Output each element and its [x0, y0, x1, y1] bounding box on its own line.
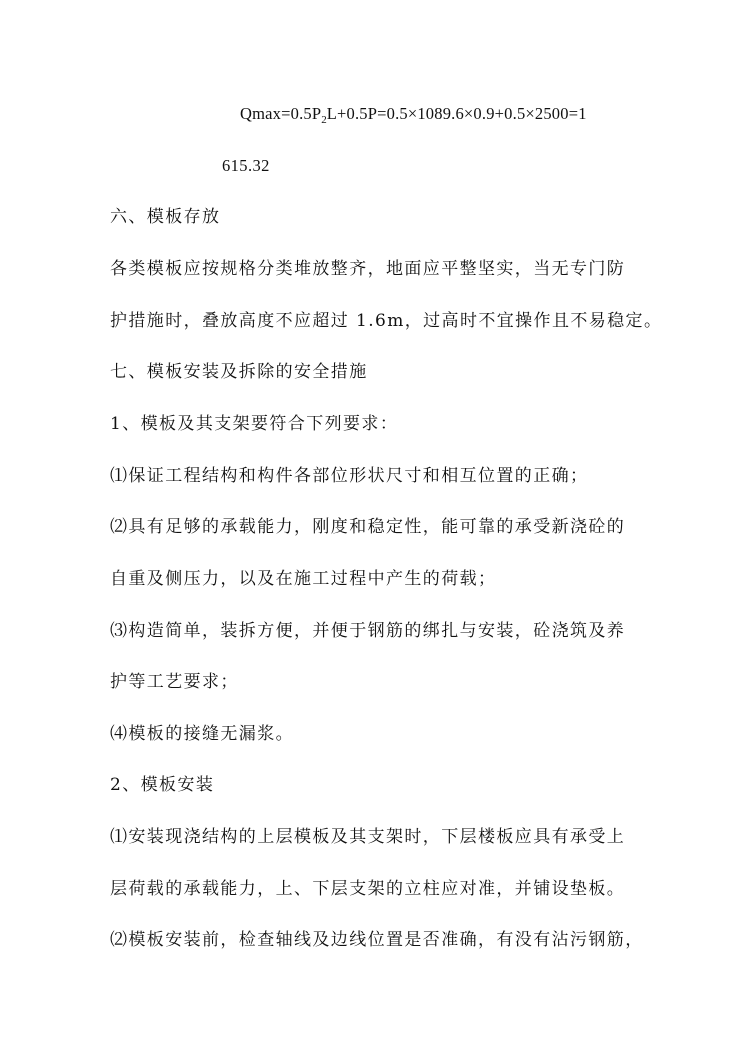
paragraph-line: 各类模板应按规格分类堆放整齐，地面应平整坚实，当无专门防 [110, 259, 626, 279]
list-item: ⑷模板的接缝无漏浆。 [110, 724, 294, 744]
formula-continuation: 615.32 [222, 156, 270, 175]
formula-part2: L+0.5P=0.5×1089.6×0.9+0.5×2500=1 [326, 104, 587, 123]
formula-part1: Qmax=0.5P [240, 104, 322, 123]
list-item: ⑵模板安装前，检查轴线及边线位置是否准确，有没有沾污钢筋， [110, 930, 644, 950]
subsection-heading-1: 1、模板及其支架要符合下列要求： [110, 414, 399, 434]
list-item-continuation: 护等工艺要求； [110, 672, 239, 692]
list-item: ⑵具有足够的承载能力，刚度和稳定性，能可靠的承受新浇砼的 [110, 517, 626, 537]
list-item-continuation: 层荷载的承载能力，上、下层支架的立柱应对准，并铺设垫板。 [110, 879, 626, 899]
formula-subscript: 2 [321, 114, 327, 126]
list-item: ⑶构造简单，装拆方便，并便于钢筋的绑扎与安装，砼浇筑及养 [110, 621, 626, 641]
list-item: ⑴安装现浇结构的上层模板及其支架时，下层楼板应具有承受上 [110, 827, 626, 847]
list-item-continuation: 自重及侧压力，以及在施工过程中产生的荷载； [110, 569, 497, 589]
list-item: ⑴保证工程结构和构件各部位形状尺寸和相互位置的正确； [110, 466, 589, 486]
paragraph-line: 护措施时，叠放高度不应超过 1.6m，过高时不宜操作且不易稳定。 [110, 311, 663, 331]
formula-line [240, 103, 587, 131]
section-heading-6: 六、模板存放 [110, 207, 221, 227]
section-heading-7: 七、模板安装及拆除的安全措施 [110, 362, 368, 382]
subsection-heading-2: 2、模板安装 [110, 775, 215, 795]
